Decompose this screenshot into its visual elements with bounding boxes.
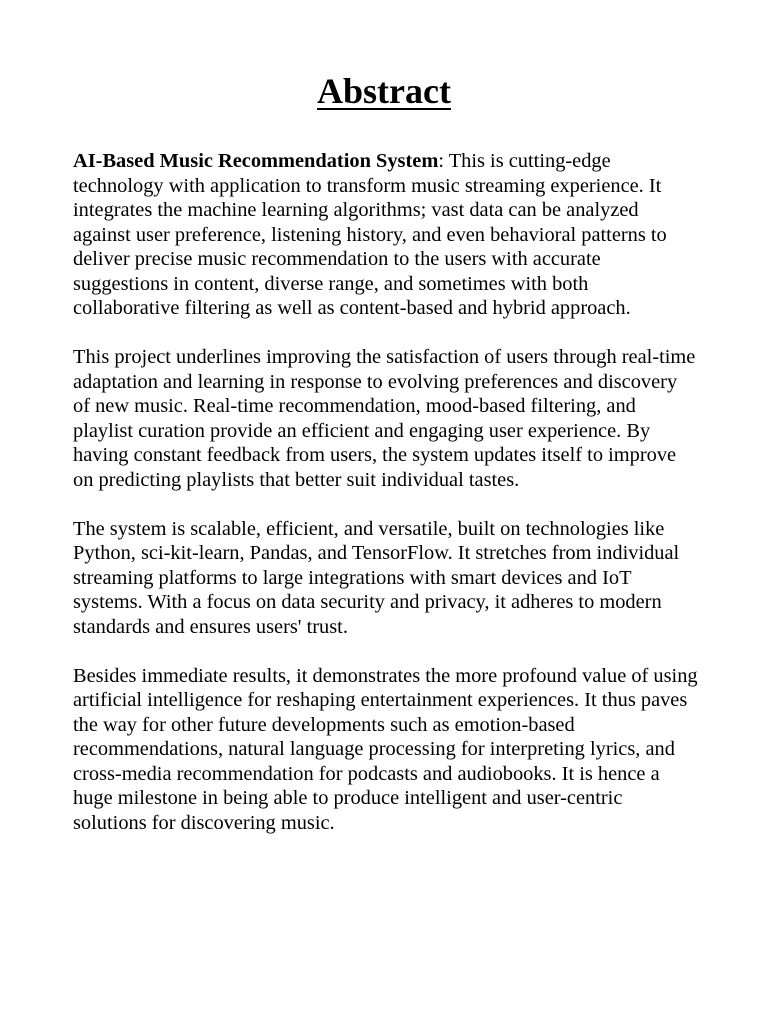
page-title-text: Abstract [317,71,451,111]
page-title [0,68,768,114]
paragraph-intro [73,149,698,321]
abstract-body [73,149,698,860]
paragraph: Besides immediate results, it demonstrates the more profound value of using artificial intelligence for reshaping entertainment experiences. It thus paves the way for other future developments such as emotion-based recommendations, natural language processing for interpreting lyrics, and cross-media recommendation for podcasts and audiobooks. It is hence a huge milestone in being able to produce intelligent and user-centric solutions for discovering music. [73,664,698,834]
paragraph-lead: AI-Based Music Recommendation System [73,150,439,172]
paragraph: This project underlines improving the satisfaction of users through real-time adaptation and learning in response to evolving preferences and discovery of new music. Real-time recommendation, mood-based filtering, and playlist curation provide an efficient and engaging user experience. By having constant feedback from users, the system updates itself to improve on predicting playlists that better suit individual tastes. [73,346,696,491]
paragraph: The system is scalable, efficient, and versatile, built on technologies like Python, sci-kit-learn, Pandas, and TensorFlow. It stretches from individual streaming platforms to large integrations with smart devices and IoT systems. With a focus on data security and privacy, it adheres to modern standards and ensures users' trust. [73,517,680,638]
paragraph-intro-text: : This is cutting-edge technology with application to transform music streaming experience. It integrates the machine learning algorithms; vast data can be analyzed against user preference, listening history, and even behavioral patterns to deliver precise music recommendation to the users with accurate suggestions in content, diverse range, and sometimes with both collaborative filtering as well as content-based and hybrid approach. [73,150,667,319]
